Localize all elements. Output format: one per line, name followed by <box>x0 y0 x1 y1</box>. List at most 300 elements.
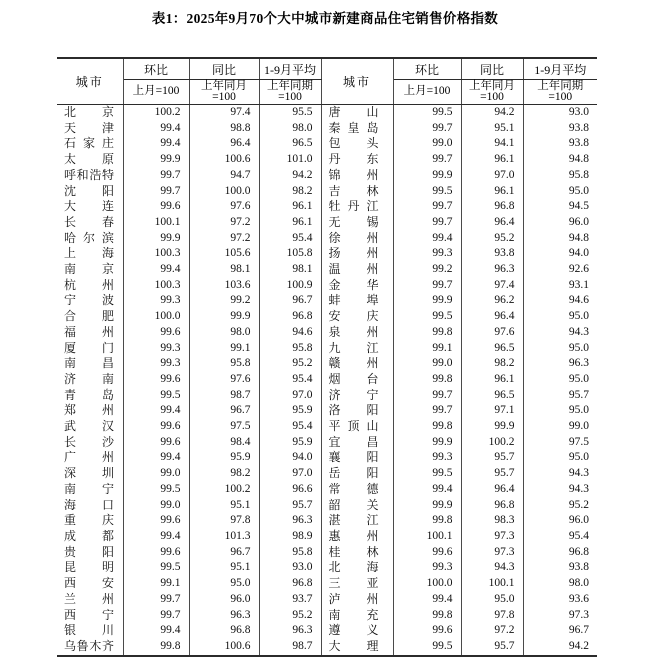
right-city-cell <box>321 450 393 466</box>
right-city-name: 赣 州 <box>328 356 379 371</box>
right-city-cell <box>321 403 393 419</box>
left-city-name: 海 口 <box>64 497 114 512</box>
left-city-name: 深 圳 <box>64 466 114 481</box>
left-city-cell <box>57 341 123 357</box>
left-city-name: 兰 州 <box>64 591 114 606</box>
right-avg-value: 93.0 <box>568 106 589 118</box>
right-city-cell <box>321 105 393 121</box>
left-city-cell <box>57 576 123 592</box>
left-yoy-value: 95.8 <box>189 356 259 372</box>
left-mom-value: 99.0 <box>123 498 189 514</box>
right-avg-value: 95.7 <box>568 388 589 401</box>
right-yoy-value: 94.3 <box>461 560 523 576</box>
left-city-name: 西 安 <box>64 576 114 591</box>
left-yoy-value: 95.0 <box>189 576 259 592</box>
right-avg-value: 95.0 <box>568 404 589 417</box>
right-mom-value: 99.0 <box>393 356 461 372</box>
right-city-cell <box>321 293 393 309</box>
right-city-cell <box>321 498 393 514</box>
left-yoy-value: 97.6 <box>189 199 259 215</box>
left-city-name: 贵 阳 <box>64 544 114 559</box>
left-avg-value: 95.9 <box>259 403 321 419</box>
left-mom-value: 99.5 <box>123 560 189 576</box>
right-city-cell <box>321 168 393 184</box>
header-mom-right: 环比 <box>393 58 461 80</box>
left-mom-value: 99.4 <box>123 529 189 545</box>
right-mom-value: 99.4 <box>393 592 461 608</box>
left-avg-value: 98.7 <box>259 639 321 656</box>
left-mom-value: 99.4 <box>123 136 189 152</box>
left-mom-value: 99.3 <box>123 356 189 372</box>
right-yoy-value: 95.7 <box>461 450 523 466</box>
left-city-cell <box>57 639 123 656</box>
left-yoy-value: 99.9 <box>189 309 259 325</box>
right-city-name: 唐 山 <box>328 105 379 119</box>
right-city-name: 烟 台 <box>328 371 379 386</box>
table-row <box>57 278 597 294</box>
right-city-name: 秦 皇 岛 <box>328 120 379 135</box>
left-yoy-value: 98.2 <box>189 466 259 482</box>
table-row <box>57 231 597 247</box>
left-city-cell <box>57 105 123 121</box>
right-avg-value: 96.7 <box>568 624 589 637</box>
right-yoy-value: 96.4 <box>461 482 523 498</box>
right-yoy-value: 96.3 <box>461 262 523 278</box>
right-city-name: 无 锡 <box>328 214 379 229</box>
left-city-cell <box>57 199 123 215</box>
left-city-name: 杭 州 <box>64 277 114 292</box>
right-avg-value: 98.0 <box>568 577 589 590</box>
left-city-cell <box>57 529 123 545</box>
left-avg-value: 95.8 <box>259 545 321 561</box>
right-city-name: 九 江 <box>328 340 379 355</box>
right-city-name: 湛 江 <box>328 513 379 528</box>
right-avg-value: 94.0 <box>568 247 589 260</box>
header-base-text: 上年同月 <box>469 79 515 92</box>
right-avg-value: 95.0 <box>568 341 589 354</box>
right-city-cell <box>321 184 393 200</box>
right-mom-value: 99.7 <box>393 388 461 404</box>
table-row <box>57 608 597 624</box>
left-avg-value: 96.1 <box>259 199 321 215</box>
left-avg-value: 96.3 <box>259 513 321 529</box>
right-avg-value: 96.0 <box>568 215 589 228</box>
right-yoy-value: 96.4 <box>461 215 523 231</box>
right-city-cell <box>321 356 393 372</box>
left-city-name: 福 州 <box>64 324 114 339</box>
table-row <box>57 215 597 231</box>
right-yoy-value: 96.4 <box>461 309 523 325</box>
right-mom-value: 99.5 <box>393 309 461 325</box>
left-city-cell <box>57 309 123 325</box>
left-yoy-value: 98.8 <box>189 121 259 137</box>
right-mom-value: 99.9 <box>393 168 461 184</box>
left-avg-value: 94.2 <box>259 168 321 184</box>
right-city-name: 丹 东 <box>328 152 379 167</box>
right-mom-value: 99.1 <box>393 341 461 357</box>
left-city-cell <box>57 184 123 200</box>
right-avg-value: 94.2 <box>568 639 589 652</box>
left-mom-value: 99.7 <box>123 592 189 608</box>
right-city-name: 安 庆 <box>328 309 379 324</box>
right-mom-value: 99.4 <box>393 482 461 498</box>
left-mom-value: 100.3 <box>123 278 189 294</box>
left-mom-value: 99.4 <box>123 403 189 419</box>
left-city-cell <box>57 388 123 404</box>
left-city-cell <box>57 262 123 278</box>
left-avg-value: 96.7 <box>259 293 321 309</box>
right-city-cell <box>321 372 393 388</box>
right-mom-value: 99.7 <box>393 403 461 419</box>
left-yoy-value: 105.6 <box>189 246 259 262</box>
left-city-cell <box>57 278 123 294</box>
table-row <box>57 498 597 514</box>
left-city-cell <box>57 168 123 184</box>
right-yoy-value: 94.1 <box>461 136 523 152</box>
left-city-name: 合 肥 <box>64 309 114 324</box>
left-city-cell <box>57 152 123 168</box>
right-city-name: 平 顶 山 <box>328 419 379 434</box>
right-yoy-value: 97.2 <box>461 623 523 639</box>
left-mom-value: 100.1 <box>123 215 189 231</box>
left-avg-value: 96.1 <box>259 215 321 231</box>
table-row <box>57 168 597 184</box>
right-mom-value: 99.8 <box>393 419 461 435</box>
right-yoy-value: 97.3 <box>461 529 523 545</box>
left-city-name: 重 庆 <box>64 513 114 528</box>
left-avg-value: 93.7 <box>259 592 321 608</box>
left-city-cell <box>57 136 123 152</box>
left-avg-value: 95.7 <box>259 498 321 514</box>
right-yoy-value: 95.2 <box>461 231 523 247</box>
right-city-cell <box>321 482 393 498</box>
left-city-cell <box>57 435 123 451</box>
right-city-cell <box>321 576 393 592</box>
right-yoy-value: 96.1 <box>461 184 523 200</box>
table-row <box>57 246 597 262</box>
right-city-name: 金 华 <box>328 277 379 292</box>
right-avg-value: 93.6 <box>568 592 589 605</box>
table-row <box>57 435 597 451</box>
left-mom-value: 99.4 <box>123 121 189 137</box>
left-city-cell <box>57 372 123 388</box>
header-avg-base-left <box>259 80 321 105</box>
right-avg-value: 94.8 <box>568 153 589 166</box>
right-mom-value: 99.7 <box>393 152 461 168</box>
left-avg-value: 96.3 <box>259 623 321 639</box>
right-avg-value: 96.8 <box>568 545 589 558</box>
right-mom-value: 99.8 <box>393 372 461 388</box>
header-yoy-right: 同比 <box>461 58 523 80</box>
right-city-cell <box>321 199 393 215</box>
left-mom-value: 100.0 <box>123 309 189 325</box>
table-row <box>57 325 597 341</box>
table-row <box>57 199 597 215</box>
right-mom-value: 99.7 <box>393 278 461 294</box>
table-row <box>57 639 597 656</box>
left-city-cell <box>57 293 123 309</box>
right-mom-value: 99.9 <box>393 498 461 514</box>
header-base-text: =100 <box>278 91 302 103</box>
right-city-name: 南 充 <box>328 607 379 622</box>
right-avg-value: 93.8 <box>568 561 589 574</box>
right-yoy-value: 100.1 <box>461 576 523 592</box>
left-city-cell <box>57 325 123 341</box>
left-city-name: 青 岛 <box>64 387 114 402</box>
left-mom-value: 99.0 <box>123 466 189 482</box>
left-yoy-value: 96.4 <box>189 136 259 152</box>
left-avg-value: 93.0 <box>259 560 321 576</box>
left-mom-value: 99.8 <box>123 639 189 656</box>
left-avg-value: 95.8 <box>259 341 321 357</box>
right-city-cell <box>321 246 393 262</box>
table-container <box>57 57 597 657</box>
right-yoy-value: 96.1 <box>461 152 523 168</box>
right-mom-value: 99.5 <box>393 639 461 656</box>
left-city-cell <box>57 231 123 247</box>
left-mom-value: 99.4 <box>123 262 189 278</box>
left-avg-value: 95.4 <box>259 419 321 435</box>
left-city-cell <box>57 545 123 561</box>
right-mom-value: 99.2 <box>393 262 461 278</box>
left-avg-value: 98.1 <box>259 262 321 278</box>
right-city-cell <box>321 466 393 482</box>
right-avg-value: 92.6 <box>568 263 589 276</box>
right-avg-value: 96.3 <box>568 357 589 370</box>
right-yoy-value: 98.3 <box>461 513 523 529</box>
left-city-name: 郑 州 <box>64 403 114 418</box>
right-yoy-value: 96.8 <box>461 199 523 215</box>
right-city-name: 济 宁 <box>328 387 379 402</box>
right-city-cell <box>321 325 393 341</box>
right-avg-value: 95.0 <box>568 310 589 323</box>
left-mom-value: 99.6 <box>123 513 189 529</box>
left-avg-value: 94.0 <box>259 450 321 466</box>
left-mom-value: 99.6 <box>123 325 189 341</box>
right-city-cell <box>321 262 393 278</box>
left-mom-value: 99.6 <box>123 372 189 388</box>
left-yoy-value: 95.1 <box>189 498 259 514</box>
right-mom-value: 99.7 <box>393 199 461 215</box>
left-city-name: 呼 和 浩 特 <box>64 167 114 182</box>
left-city-cell <box>57 498 123 514</box>
right-avg-value: 95.0 <box>568 372 589 385</box>
table-row <box>57 576 597 592</box>
right-city-name: 宜 昌 <box>328 434 379 449</box>
table-row <box>57 419 597 435</box>
left-avg-value: 95.9 <box>259 435 321 451</box>
right-city-cell <box>321 545 393 561</box>
right-city-cell <box>321 231 393 247</box>
header-base-text: =100 <box>548 91 573 103</box>
right-avg-value: 93.1 <box>568 278 589 291</box>
table-row <box>57 262 597 278</box>
table-row <box>57 466 597 482</box>
left-avg-value: 96.6 <box>259 482 321 498</box>
table-row <box>57 341 597 357</box>
left-avg-value: 97.0 <box>259 466 321 482</box>
right-mom-value: 99.7 <box>393 121 461 137</box>
left-city-name: 昆 明 <box>64 560 114 575</box>
left-yoy-value: 95.9 <box>189 450 259 466</box>
right-avg-value: 94.8 <box>568 231 589 244</box>
left-yoy-value: 101.3 <box>189 529 259 545</box>
left-mom-value: 99.6 <box>123 435 189 451</box>
left-mom-value: 99.6 <box>123 545 189 561</box>
right-avg-value: 95.4 <box>568 529 589 542</box>
right-avg-value: 94.6 <box>568 294 589 307</box>
table-row <box>57 560 597 576</box>
right-mom-value: 99.0 <box>393 136 461 152</box>
left-yoy-value: 99.1 <box>189 341 259 357</box>
left-city-name: 北 京 <box>64 105 114 119</box>
right-avg-value: 99.0 <box>568 420 589 433</box>
header-yoy-base-right <box>461 80 523 105</box>
left-city-cell <box>57 356 123 372</box>
left-yoy-value: 100.0 <box>189 184 259 200</box>
right-city-cell <box>321 608 393 624</box>
table-row <box>57 121 597 137</box>
left-city-cell <box>57 482 123 498</box>
table-row <box>57 403 597 419</box>
header-city-left: 城市 <box>57 58 123 105</box>
left-yoy-value: 100.6 <box>189 152 259 168</box>
right-yoy-value: 95.1 <box>461 121 523 137</box>
header-mom-left: 环比 <box>123 58 189 80</box>
left-city-name: 太 原 <box>64 152 114 167</box>
header-base-text: 上年同期 <box>267 79 313 92</box>
right-city-name: 惠 州 <box>328 528 379 543</box>
right-yoy-value: 97.4 <box>461 278 523 294</box>
right-yoy-value: 96.5 <box>461 388 523 404</box>
left-city-cell <box>57 419 123 435</box>
right-city-name: 扬 州 <box>328 246 379 261</box>
table-row <box>57 184 597 200</box>
right-mom-value: 99.8 <box>393 325 461 341</box>
right-yoy-value: 97.8 <box>461 608 523 624</box>
left-avg-value: 95.4 <box>259 231 321 247</box>
left-mom-value: 99.7 <box>123 608 189 624</box>
left-avg-value: 105.8 <box>259 246 321 262</box>
header-avg-base-right <box>523 80 597 105</box>
right-avg-value: 93.8 <box>568 121 589 134</box>
left-yoy-value: 95.1 <box>189 560 259 576</box>
left-mom-value: 99.4 <box>123 450 189 466</box>
right-city-cell <box>321 435 393 451</box>
left-mom-value: 99.7 <box>123 184 189 200</box>
table-row <box>57 482 597 498</box>
left-mom-value: 100.2 <box>123 105 189 121</box>
right-avg-value: 93.8 <box>568 137 589 150</box>
right-city-cell <box>321 592 393 608</box>
left-city-name: 石 家 庄 <box>64 136 114 151</box>
right-city-cell <box>321 419 393 435</box>
right-city-cell <box>321 136 393 152</box>
left-yoy-value: 96.0 <box>189 592 259 608</box>
left-mom-value: 99.1 <box>123 576 189 592</box>
right-yoy-value: 98.2 <box>461 356 523 372</box>
left-avg-value: 95.2 <box>259 356 321 372</box>
left-city-name: 银 川 <box>64 623 114 638</box>
right-avg-value: 97.5 <box>568 435 589 448</box>
right-yoy-value: 97.6 <box>461 325 523 341</box>
left-avg-value: 96.8 <box>259 309 321 325</box>
left-mom-value: 99.7 <box>123 168 189 184</box>
left-mom-value: 99.5 <box>123 482 189 498</box>
header-base-text: 上年同月 <box>201 79 247 92</box>
right-yoy-value: 97.3 <box>461 545 523 561</box>
left-mom-value: 99.3 <box>123 293 189 309</box>
right-mom-value: 100.0 <box>393 576 461 592</box>
right-yoy-value: 96.2 <box>461 293 523 309</box>
left-mom-value: 99.9 <box>123 231 189 247</box>
left-city-name: 长 春 <box>64 214 114 229</box>
right-mom-value: 99.3 <box>393 246 461 262</box>
right-city-cell <box>321 639 393 656</box>
left-avg-value: 94.6 <box>259 325 321 341</box>
table-row <box>57 529 597 545</box>
right-mom-value: 99.8 <box>393 608 461 624</box>
right-mom-value: 99.6 <box>393 623 461 639</box>
table-row <box>57 513 597 529</box>
left-yoy-value: 96.3 <box>189 608 259 624</box>
right-avg-value: 96.0 <box>568 514 589 527</box>
left-city-name: 长 沙 <box>64 434 114 449</box>
right-mom-value: 99.4 <box>393 231 461 247</box>
left-yoy-value: 97.4 <box>189 105 259 121</box>
left-city-name: 南 京 <box>64 262 114 277</box>
table-row <box>57 309 597 325</box>
left-avg-value: 96.5 <box>259 136 321 152</box>
right-yoy-value: 99.9 <box>461 419 523 435</box>
right-yoy-value: 97.1 <box>461 403 523 419</box>
right-city-name: 蚌 埠 <box>328 293 379 308</box>
left-avg-value: 95.4 <box>259 372 321 388</box>
right-city-cell <box>321 121 393 137</box>
right-city-cell <box>321 388 393 404</box>
left-yoy-value: 98.1 <box>189 262 259 278</box>
right-mom-value: 99.5 <box>393 105 461 121</box>
right-mom-value: 99.9 <box>393 435 461 451</box>
right-mom-value: 99.9 <box>393 293 461 309</box>
right-city-name: 襄 阳 <box>328 450 379 465</box>
right-yoy-value: 96.5 <box>461 341 523 357</box>
header-avg-right: 1-9月平均 <box>523 58 597 80</box>
header-mom-base-right <box>393 80 461 105</box>
right-city-name: 吉 林 <box>328 183 379 198</box>
left-avg-value: 98.9 <box>259 529 321 545</box>
left-city-name: 天 津 <box>64 120 114 135</box>
left-city-cell <box>57 215 123 231</box>
right-avg-value: 94.3 <box>568 482 589 495</box>
right-city-name: 遵 义 <box>328 623 379 638</box>
right-city-name: 北 海 <box>328 560 379 575</box>
right-avg-value: 94.3 <box>568 325 589 338</box>
right-mom-value: 99.5 <box>393 466 461 482</box>
left-mom-value: 99.6 <box>123 199 189 215</box>
right-city-cell <box>321 623 393 639</box>
right-yoy-value: 95.0 <box>461 592 523 608</box>
right-avg-value: 95.0 <box>568 451 589 464</box>
right-yoy-value: 94.2 <box>461 105 523 121</box>
left-city-name: 济 南 <box>64 371 114 386</box>
right-mom-value: 99.3 <box>393 450 461 466</box>
left-avg-value: 100.9 <box>259 278 321 294</box>
left-city-name: 南 昌 <box>64 356 114 371</box>
table-body <box>57 105 597 656</box>
right-city-name: 泉 州 <box>328 324 379 339</box>
right-city-cell <box>321 152 393 168</box>
